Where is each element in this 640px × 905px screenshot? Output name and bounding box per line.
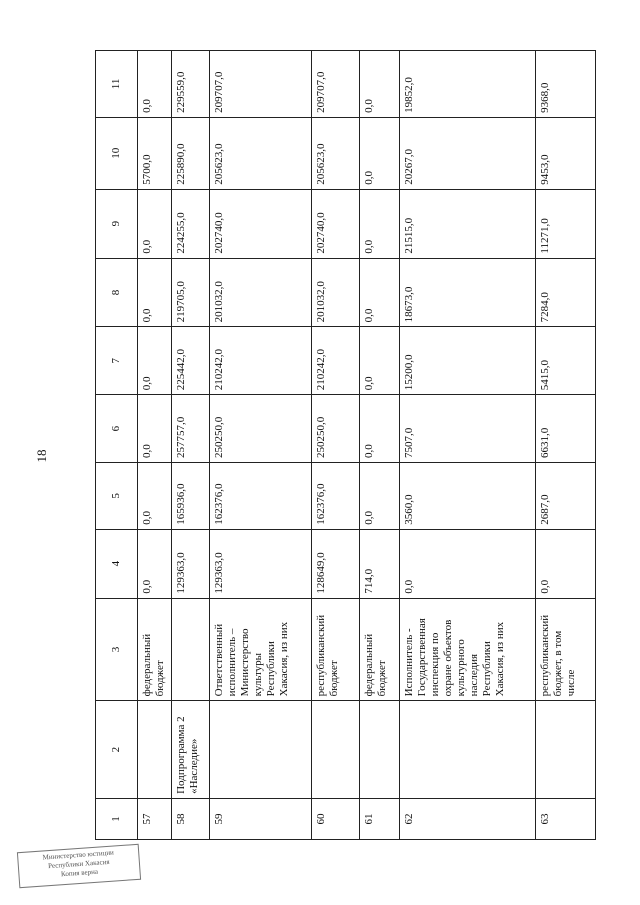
header-cell: 5 — [96, 462, 138, 529]
header-cell: 6 — [96, 395, 138, 463]
value-cell: 229559,0 — [172, 51, 210, 118]
header-cell: 4 — [96, 529, 138, 598]
table-row — [138, 51, 172, 840]
value-cell: 201032,0 — [210, 258, 312, 327]
value-cell: 0,0 — [360, 51, 400, 118]
header-cell: 7 — [96, 327, 138, 395]
value-cell: 0,0 — [360, 117, 400, 189]
value-cell: 0,0 — [138, 258, 172, 327]
value-cell: 0,0 — [360, 189, 400, 258]
value-cell: 209707,0 — [312, 51, 360, 118]
program-cell — [536, 701, 596, 799]
value-cell: 19852,0 — [400, 51, 536, 118]
program-cell — [210, 701, 312, 799]
stamp-line: Копия верна — [60, 867, 99, 879]
value-cell: 5700,0 — [138, 117, 172, 189]
value-cell: 205623,0 — [210, 117, 312, 189]
value-cell: 250250,0 — [210, 395, 312, 463]
value-cell: 224255,0 — [172, 189, 210, 258]
program-cell — [138, 701, 172, 799]
row-number: 61 — [360, 798, 400, 839]
value-cell: 165936,0 — [172, 462, 210, 529]
table-row — [360, 51, 400, 840]
source-cell: Ответственный исполнитель – Министерство культуры Республики Хакасия, из них — [210, 598, 312, 701]
budget-table — [95, 50, 596, 840]
value-cell: 2687,0 — [536, 462, 596, 529]
source-cell: федеральный бюджет — [138, 598, 172, 701]
value-cell: 7507,0 — [400, 395, 536, 463]
stamp-line: Республики Хакасия — [47, 857, 110, 871]
value-cell: 0,0 — [138, 51, 172, 118]
value-cell: 210242,0 — [210, 327, 312, 395]
value-cell: 128649,0 — [312, 529, 360, 598]
value-cell: 257757,0 — [172, 395, 210, 463]
value-cell: 0,0 — [360, 258, 400, 327]
value-cell: 7284,0 — [536, 258, 596, 327]
value-cell: 225442,0 — [172, 327, 210, 395]
value-cell: 210242,0 — [312, 327, 360, 395]
table-row — [172, 51, 210, 840]
value-cell: 9368,0 — [536, 51, 596, 118]
budget-table-rotated — [95, 50, 595, 840]
value-cell: 15200,0 — [400, 327, 536, 395]
row-number: 60 — [312, 798, 360, 839]
value-cell: 129363,0 — [172, 529, 210, 598]
table-row — [312, 51, 360, 840]
value-cell: 0,0 — [138, 462, 172, 529]
value-cell: 6631,0 — [536, 395, 596, 463]
value-cell: 0,0 — [138, 189, 172, 258]
value-cell: 18673,0 — [400, 258, 536, 327]
value-cell: 714,0 — [360, 529, 400, 598]
value-cell: 202740,0 — [312, 189, 360, 258]
header-row — [96, 51, 138, 840]
source-cell — [172, 598, 210, 701]
value-cell: 0,0 — [138, 529, 172, 598]
value-cell: 219705,0 — [172, 258, 210, 327]
row-number: 57 — [138, 798, 172, 839]
row-number: 58 — [172, 798, 210, 839]
value-cell: 20267,0 — [400, 117, 536, 189]
header-cell: 10 — [96, 117, 138, 189]
header-cell: 3 — [96, 598, 138, 701]
value-cell: 129363,0 — [210, 529, 312, 598]
value-cell: 0,0 — [360, 395, 400, 463]
header-cell: 11 — [96, 51, 138, 118]
table-body — [96, 51, 596, 840]
stamp-line: Министерство юстиции — [42, 848, 115, 862]
program-cell: Подпрограмма 2 «Наследие» — [172, 701, 210, 799]
row-number: 63 — [536, 798, 596, 839]
value-cell: 3560,0 — [400, 462, 536, 529]
value-cell: 225890,0 — [172, 117, 210, 189]
header-cell: 9 — [96, 189, 138, 258]
source-cell: республиканский бюджет, в том числе — [536, 598, 596, 701]
header-cell: 2 — [96, 701, 138, 799]
value-cell: 162376,0 — [312, 462, 360, 529]
value-cell: 205623,0 — [312, 117, 360, 189]
value-cell: 0,0 — [536, 529, 596, 598]
value-cell: 162376,0 — [210, 462, 312, 529]
value-cell: 0,0 — [138, 327, 172, 395]
source-cell: Исполнитель - Государственная инспекция по охране объектов культурного наследия Республики Хакасия, из них — [400, 598, 536, 701]
header-cell: 8 — [96, 258, 138, 327]
row-number: 62 — [400, 798, 536, 839]
program-cell — [400, 701, 536, 799]
value-cell: 0,0 — [360, 327, 400, 395]
value-cell: 0,0 — [400, 529, 536, 598]
source-cell: федеральный бюджет — [360, 598, 400, 701]
row-number: 59 — [210, 798, 312, 839]
value-cell: 5415,0 — [536, 327, 596, 395]
source-cell: республиканский бюджет — [312, 598, 360, 701]
value-cell: 9453,0 — [536, 117, 596, 189]
value-cell: 11271,0 — [536, 189, 596, 258]
value-cell: 0,0 — [360, 462, 400, 529]
table-row — [400, 51, 536, 840]
table-row — [210, 51, 312, 840]
value-cell: 201032,0 — [312, 258, 360, 327]
value-cell: 21515,0 — [400, 189, 536, 258]
program-cell — [360, 701, 400, 799]
value-cell: 209707,0 — [210, 51, 312, 118]
page-number: 18 — [34, 449, 49, 463]
program-cell — [312, 701, 360, 799]
official-stamp — [17, 844, 141, 888]
value-cell: 250250,0 — [312, 395, 360, 463]
value-cell: 0,0 — [138, 395, 172, 463]
value-cell: 202740,0 — [210, 189, 312, 258]
header-cell: 1 — [96, 798, 138, 839]
table-row — [536, 51, 596, 840]
